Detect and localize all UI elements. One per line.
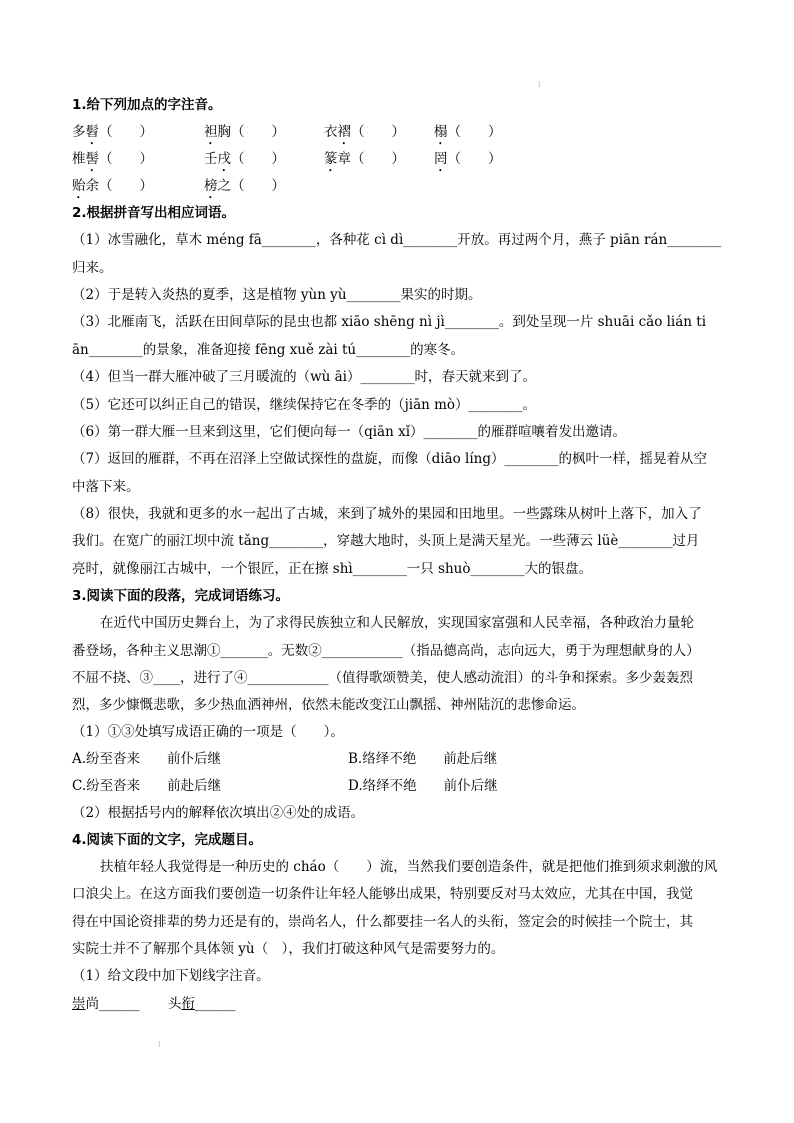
- q1-item: 贻余（ ）: [72, 178, 153, 194]
- q1-item: 篆章（ ）: [324, 151, 405, 167]
- answer-blank: 头衔______: [168, 996, 236, 1012]
- q4-title: 4.阅读下面的文字，完成题目。: [72, 832, 263, 848]
- scan-mark: ⅰ: [538, 80, 541, 89]
- q2-line: （8）很快，我就和更多的水一起出了古城，来到了城外的果园和田地里。一些露珠从树叶上落下，加入了: [72, 506, 702, 522]
- q2-line: （5）它还可以纠正自己的错误，继续保持它在冬季的（jiān mò）________。: [72, 397, 537, 413]
- q1-title: 1.给下列加点的字注音。: [72, 97, 222, 113]
- q4-sub-question-1: （1）给文段中加下划线字注音。: [72, 968, 270, 984]
- q2-line: 中落下来。: [72, 479, 140, 495]
- q2-line: 归来。: [72, 260, 113, 276]
- q1-item: 壬戌（ ）: [204, 151, 285, 167]
- q2-line: （3）北雁南飞，活跃在田间草际的昆虫也都 xiāo shēng nì jì________。到处呈现一片 shuāi cǎo lián ti: [72, 314, 707, 330]
- q1-item: 袒胸（ ）: [204, 124, 285, 140]
- q2-line: （6）第一群大雁一旦来到这里，它们便向每一（qiān xǐ）________的雁群喧嚷着发出邀请。: [72, 424, 627, 440]
- q2-line: 亮时，就像丽江古城中，一个银匠，正在擦 shì________一只 shuò________大的银盘。: [72, 561, 592, 577]
- option-c: C.纷至沓来 前赴后继: [72, 778, 222, 794]
- q2-line: （2）于是转入炎热的夏季，这是植物 yùn yù________果实的时期。: [72, 287, 482, 303]
- q2-title: 2.根据拼音写出相应词语。: [72, 205, 236, 221]
- option-b: B.络绎不绝 前赴后继: [348, 751, 498, 767]
- q4-paragraph-line: 扶植年轻人我觉得是一种历史的 cháo（ ）流，当然我们要创造条件，就是把他们推到须求刺激的风: [100, 859, 718, 875]
- q3-sub-question-1: （1）①③处填写成语正确的一项是（ ）。: [72, 724, 344, 740]
- q4-paragraph-line: 得在中国论资排辈的势力还是有的，崇尚名人，什么都要挂一名人的头衔，签定会的时候挂一个院士，其: [72, 914, 693, 930]
- option-d: D.络绎不绝 前仆后继: [348, 778, 498, 794]
- q1-item: 罔（ ）: [434, 151, 502, 167]
- q4-paragraph-line: 口浪尖上。在这方面我们要创造一切条件让年轻人能够出成果，特别要反对马太效应，尤其在中国，我觉: [72, 886, 693, 902]
- q2-line: 我们。在宽广的丽江坝中流 tǎng________，穿越大地时，头顶上是满天星光。一些薄云 lüè________过月: [72, 533, 700, 549]
- scan-mark: ⅰ: [158, 1040, 161, 1049]
- q2-line: （4）但当一群大雁冲破了三月暖流的（wù āi）________时，春天就来到了。: [72, 369, 536, 385]
- answer-blank: 崇尚______: [72, 996, 140, 1012]
- q3-paragraph-line: 烈，多少慷慨悲歌，多少热血洒神州，依然未能改变江山飘摇、神州陆沉的悲惨命运。: [72, 697, 585, 713]
- q2-line: （1）冰雪融化，草木 méng fā________，各种花 cì dì________开放。再过两个月，燕子 piān rán________: [72, 232, 722, 248]
- q3-paragraph-line: 在近代中国历史舞台上，为了求得民族独立和人民解放，实现国家富强和人民幸福，各种政治力量轮: [100, 615, 694, 631]
- q3-title: 3.阅读下面的段落，完成词语练习。: [72, 588, 290, 604]
- q2-line: ān________的景象，准备迎接 fēng xuě zài tú________的寒冬。: [72, 342, 465, 358]
- q3-paragraph-line: 不屈不挠、③____，进行了④____________（值得歌颂赞美，使人感动流泪）的斗争和探索。多少轰轰烈: [72, 670, 693, 686]
- q2-line: （7）返回的雁群，不再在沼泽上空做试探性的盘旋，而像（diāo líng）________的枫叶一样，摇晃着从空: [72, 451, 707, 467]
- option-a: A.纷至沓来 前仆后继: [72, 751, 222, 767]
- q3-paragraph-line: 番登场，各种主义思潮①_______。无数②____________（指品德高尚，志向远大，勇于为理想献身的人）: [72, 643, 700, 659]
- q3-sub-question-2: （2）根据括号内的解释依次填出②④处的成语。: [72, 805, 365, 821]
- q1-item: 榜之（ ）: [204, 178, 285, 194]
- q1-item: 椎髻（ ）: [72, 151, 153, 167]
- q1-item: 衣褶（ ）: [324, 124, 405, 140]
- q4-paragraph-line: 实院士并不了解那个具体领 yù（ ），我们打破这种风气是需要努力的。: [72, 941, 505, 957]
- q1-item: 榻（ ）: [434, 124, 502, 140]
- q1-item: 多髫（ ）: [72, 124, 153, 140]
